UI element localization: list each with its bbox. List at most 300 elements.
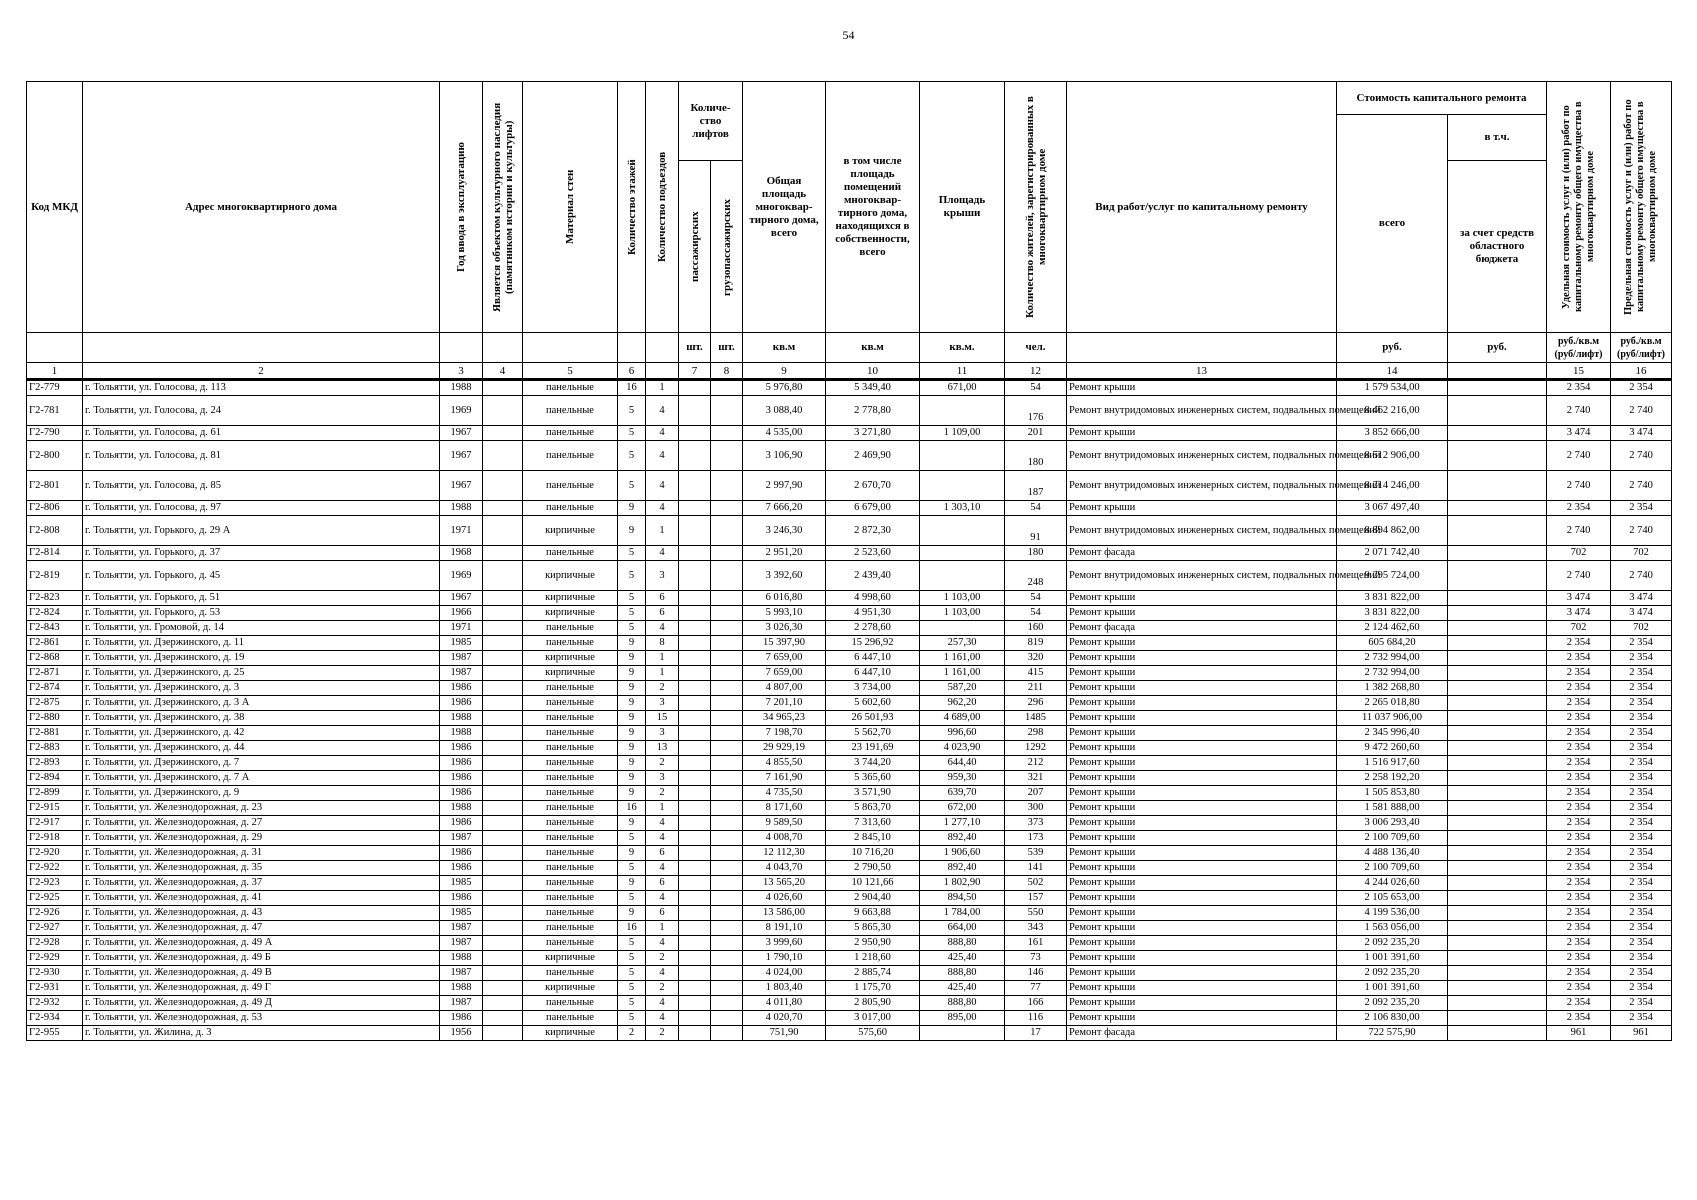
cell-unit-cost: 702 (1547, 546, 1611, 561)
table-row (27, 1011, 1672, 1026)
cell-cost-total: 2 258 192,20 (1337, 771, 1448, 786)
cell-cost-regional (1448, 561, 1547, 591)
cell-year: 1971 (440, 621, 483, 636)
cell-cost-regional (1448, 1026, 1547, 1041)
cell-wall: панельные (523, 741, 618, 756)
cell-work-type: Ремонт крыши (1067, 846, 1337, 861)
cell-roof-area (920, 546, 1005, 561)
cell-cost-regional (1448, 516, 1547, 546)
col-cost-total: всего (1337, 115, 1448, 333)
cell-max-cost: 2 354 (1611, 771, 1672, 786)
cell-heritage (483, 801, 523, 816)
cell-kod: Г2-926 (27, 906, 83, 921)
cell-roof-area (920, 396, 1005, 426)
cell-work-type: Ремонт внутридомовых инженерных систем, подвальных помещений (1067, 441, 1337, 471)
cell-kod: Г2-823 (27, 591, 83, 606)
cell-cost-regional (1448, 426, 1547, 441)
cell-roof-area (920, 516, 1005, 546)
cell-owned-area: 15 296,92 (826, 636, 920, 651)
cell-floors: 9 (618, 816, 646, 831)
cell-year: 1986 (440, 861, 483, 876)
cell-residents: 300 (1005, 801, 1067, 816)
col-lifts-pass: пассажирских (679, 161, 711, 333)
cell-floors: 5 (618, 546, 646, 561)
cell-wall: панельные (523, 471, 618, 501)
cell-wall: панельные (523, 396, 618, 426)
cell-total-area: 7 201,10 (743, 696, 826, 711)
cell-year: 1986 (440, 756, 483, 771)
cell-entrances: 2 (646, 756, 679, 771)
cell-wall: панельные (523, 696, 618, 711)
cell-heritage (483, 951, 523, 966)
cell-wall: панельные (523, 816, 618, 831)
cell-work-type: Ремонт крыши (1067, 966, 1337, 981)
cell-address: г. Тольятти, ул. Железнодорожная, д. 35 (83, 861, 440, 876)
cell-kod: Г2-927 (27, 921, 83, 936)
cell-lifts-cargo (711, 441, 743, 471)
cell-cost-regional (1448, 966, 1547, 981)
cell-residents: 176 (1005, 396, 1067, 426)
col-roof-area: Площадь крыши (920, 82, 1005, 333)
cell-kod: Г2-808 (27, 516, 83, 546)
cell-owned-area: 10 121,66 (826, 876, 920, 891)
cell-max-cost: 2 354 (1611, 951, 1672, 966)
cell-work-type: Ремонт крыши (1067, 380, 1337, 396)
cell-max-cost: 2 354 (1611, 906, 1672, 921)
cell-owned-area: 3 744,20 (826, 756, 920, 771)
cell-work-type: Ремонт крыши (1067, 981, 1337, 996)
cell-max-cost: 2 354 (1611, 831, 1672, 846)
cell-kod: Г2-932 (27, 996, 83, 1011)
cell-entrances: 1 (646, 666, 679, 681)
cell-unit-cost: 2 354 (1547, 951, 1611, 966)
cell-max-cost: 2 354 (1611, 681, 1672, 696)
cell-total-area: 2 997,90 (743, 471, 826, 501)
cell-roof-area: 892,40 (920, 831, 1005, 846)
cell-residents: 166 (1005, 996, 1067, 1011)
cell-wall: панельные (523, 1011, 618, 1026)
table-row (27, 891, 1672, 906)
cell-entrances: 2 (646, 681, 679, 696)
cell-floors: 5 (618, 936, 646, 951)
table-row (27, 996, 1672, 1011)
cell-unit-cost: 2 740 (1547, 471, 1611, 501)
cell-total-area: 15 397,90 (743, 636, 826, 651)
cell-work-type: Ремонт крыши (1067, 651, 1337, 666)
cell-lifts-cargo (711, 561, 743, 591)
cell-heritage (483, 906, 523, 921)
cell-heritage (483, 546, 523, 561)
cell-lifts-pass (679, 816, 711, 831)
col-lifts-group: Количе-ство лифтов (679, 82, 743, 161)
cell-wall: кирпичные (523, 516, 618, 546)
cell-address: г. Тольятти, ул. Горького, д. 51 (83, 591, 440, 606)
page-number: 54 (842, 28, 855, 42)
cell-lifts-pass (679, 966, 711, 981)
cell-owned-area: 2 670,70 (826, 471, 920, 501)
cell-roof-area: 4 023,90 (920, 741, 1005, 756)
cell-year: 1967 (440, 441, 483, 471)
cell-kod: Г2-824 (27, 606, 83, 621)
cell-owned-area: 2 278,60 (826, 621, 920, 636)
cell-address: г. Тольятти, ул. Дзержинского, д. 42 (83, 726, 440, 741)
cell-heritage (483, 711, 523, 726)
cell-wall: панельные (523, 380, 618, 396)
table-row (27, 741, 1672, 756)
cell-cost-regional (1448, 906, 1547, 921)
cell-floors: 9 (618, 516, 646, 546)
cell-heritage (483, 380, 523, 396)
cell-work-type: Ремонт крыши (1067, 741, 1337, 756)
cell-wall: кирпичные (523, 591, 618, 606)
cell-lifts-pass (679, 1011, 711, 1026)
cell-lifts-pass (679, 636, 711, 651)
cell-entrances: 3 (646, 726, 679, 741)
cell-address: г. Тольятти, ул. Железнодорожная, д. 37 (83, 876, 440, 891)
cell-owned-area: 2 469,90 (826, 441, 920, 471)
cell-total-area: 7 659,00 (743, 651, 826, 666)
unit-rub: руб. (1337, 333, 1448, 363)
cell-lifts-pass (679, 951, 711, 966)
cell-unit-cost: 2 740 (1547, 516, 1611, 546)
cell-kod: Г2-881 (27, 726, 83, 741)
cell-roof-area: 4 689,00 (920, 711, 1005, 726)
cell-lifts-cargo (711, 651, 743, 666)
table-row (27, 561, 1672, 591)
cell-lifts-pass (679, 861, 711, 876)
cell-lifts-cargo (711, 666, 743, 681)
cell-lifts-pass (679, 756, 711, 771)
cell-unit-cost: 702 (1547, 621, 1611, 636)
cell-roof-area: 1 103,00 (920, 606, 1005, 621)
cell-cost-total: 2 106 830,00 (1337, 1011, 1448, 1026)
cell-cost-regional (1448, 801, 1547, 816)
cell-unit-cost: 2 354 (1547, 696, 1611, 711)
cell-heritage (483, 891, 523, 906)
cell-roof-area (920, 621, 1005, 636)
col-address: Адрес многоквартирного дома (83, 82, 440, 333)
cell-roof-area: 1 161,00 (920, 666, 1005, 681)
cell-lifts-pass (679, 696, 711, 711)
cell-residents: 54 (1005, 501, 1067, 516)
cell-cost-regional (1448, 741, 1547, 756)
cell-cost-regional (1448, 441, 1547, 471)
cell-lifts-pass (679, 666, 711, 681)
cell-cost-regional (1448, 921, 1547, 936)
cell-year: 1967 (440, 591, 483, 606)
cell-owned-area: 23 191,69 (826, 741, 920, 756)
cell-max-cost: 3 474 (1611, 606, 1672, 621)
cell-heritage (483, 1011, 523, 1026)
cell-residents: 54 (1005, 606, 1067, 621)
cell-floors: 5 (618, 981, 646, 996)
cell-entrances: 4 (646, 471, 679, 501)
cell-lifts-pass (679, 561, 711, 591)
unit-sqm: кв.м (826, 333, 920, 363)
cell-entrances: 4 (646, 396, 679, 426)
cell-owned-area: 5 865,30 (826, 921, 920, 936)
cell-cost-total: 2 732 994,00 (1337, 651, 1448, 666)
cell-work-type: Ремонт крыши (1067, 501, 1337, 516)
cell-residents: 187 (1005, 471, 1067, 501)
cell-owned-area: 575,60 (826, 1026, 920, 1041)
cell-lifts-cargo (711, 426, 743, 441)
cell-year: 1988 (440, 380, 483, 396)
cell-lifts-pass (679, 681, 711, 696)
cell-owned-area: 5 562,70 (826, 726, 920, 741)
cell-unit-cost: 2 354 (1547, 936, 1611, 951)
cell-max-cost: 2 354 (1611, 891, 1672, 906)
cell-unit-cost: 2 354 (1547, 741, 1611, 756)
cell-wall: кирпичные (523, 951, 618, 966)
cell-entrances: 6 (646, 876, 679, 891)
cell-work-type: Ремонт крыши (1067, 426, 1337, 441)
cell-cost-total: 605 684,20 (1337, 636, 1448, 651)
cell-address: г. Тольятти, ул. Железнодорожная, д. 23 (83, 801, 440, 816)
cell-owned-area: 3 017,00 (826, 1011, 920, 1026)
cell-work-type: Ремонт внутридомовых инженерных систем, подвальных помещений (1067, 561, 1337, 591)
cell-floors: 5 (618, 861, 646, 876)
cell-year: 1985 (440, 636, 483, 651)
cell-lifts-pass (679, 996, 711, 1011)
cell-address: г. Тольятти, ул. Дзержинского, д. 19 (83, 651, 440, 666)
cell-year: 1988 (440, 981, 483, 996)
cell-cost-total: 3 852 666,00 (1337, 426, 1448, 441)
cell-cost-total: 2 265 018,80 (1337, 696, 1448, 711)
cell-owned-area: 5 863,70 (826, 801, 920, 816)
cell-heritage (483, 666, 523, 681)
cell-address: г. Тольятти, ул. Громовой, д. 14 (83, 621, 440, 636)
cell-floors: 9 (618, 696, 646, 711)
table-header (27, 82, 1672, 380)
cell-unit-cost: 2 354 (1547, 846, 1611, 861)
cell-address: г. Тольятти, ул. Железнодорожная, д. 27 (83, 816, 440, 831)
cell-unit-cost: 2 354 (1547, 891, 1611, 906)
cell-cost-regional (1448, 606, 1547, 621)
col-residents: Количество жителей, зарегистрированных в многоквартирном доме (1005, 82, 1067, 333)
cell-residents: 343 (1005, 921, 1067, 936)
table-row (27, 816, 1672, 831)
cell-floors: 5 (618, 396, 646, 426)
cell-floors: 9 (618, 741, 646, 756)
cell-floors: 5 (618, 606, 646, 621)
cell-year: 1987 (440, 921, 483, 936)
cell-cost-regional (1448, 501, 1547, 516)
cell-entrances: 4 (646, 831, 679, 846)
cell-wall: кирпичные (523, 606, 618, 621)
cell-year: 1987 (440, 666, 483, 681)
cell-work-type: Ремонт крыши (1067, 666, 1337, 681)
cell-floors: 5 (618, 951, 646, 966)
cell-entrances: 13 (646, 741, 679, 756)
cell-unit-cost: 961 (1547, 1026, 1611, 1041)
cell-unit-cost: 2 740 (1547, 396, 1611, 426)
cell-owned-area: 7 313,60 (826, 816, 920, 831)
cell-heritage (483, 996, 523, 1011)
cell-cost-regional (1448, 981, 1547, 996)
cell-floors: 9 (618, 711, 646, 726)
cell-cost-regional (1448, 546, 1547, 561)
cell-entrances: 4 (646, 501, 679, 516)
cell-lifts-cargo (711, 396, 743, 426)
cell-total-area: 3 026,30 (743, 621, 826, 636)
cell-lifts-pass (679, 546, 711, 561)
cell-wall: панельные (523, 636, 618, 651)
table-row (27, 501, 1672, 516)
cell-heritage (483, 471, 523, 501)
cell-work-type: Ремонт крыши (1067, 936, 1337, 951)
cell-lifts-pass (679, 771, 711, 786)
cell-total-area: 4 008,70 (743, 831, 826, 846)
cell-cost-regional (1448, 681, 1547, 696)
cell-lifts-pass (679, 876, 711, 891)
cell-cost-regional (1448, 666, 1547, 681)
cell-wall: панельные (523, 861, 618, 876)
cell-floors: 5 (618, 471, 646, 501)
cell-max-cost: 3 474 (1611, 426, 1672, 441)
cell-year: 1987 (440, 831, 483, 846)
cell-lifts-pass (679, 621, 711, 636)
cell-roof-area: 587,20 (920, 681, 1005, 696)
cell-unit-cost: 2 354 (1547, 801, 1611, 816)
column-number: 8 (711, 363, 743, 380)
cell-entrances: 1 (646, 516, 679, 546)
cell-lifts-cargo (711, 816, 743, 831)
cell-floors: 9 (618, 786, 646, 801)
cell-total-area: 751,90 (743, 1026, 826, 1041)
cell-cost-total: 2 100 709,60 (1337, 861, 1448, 876)
cell-lifts-cargo (711, 951, 743, 966)
cell-kod: Г2-843 (27, 621, 83, 636)
cell-floors: 16 (618, 801, 646, 816)
cell-total-area: 3 999,60 (743, 936, 826, 951)
cell-lifts-cargo (711, 501, 743, 516)
cell-address: г. Тольятти, ул. Железнодорожная, д. 29 (83, 831, 440, 846)
cell-residents: 180 (1005, 441, 1067, 471)
cell-total-area: 1 790,10 (743, 951, 826, 966)
cell-address: г. Тольятти, ул. Дзержинского, д. 3 А (83, 696, 440, 711)
cell-kod: Г2-922 (27, 861, 83, 876)
cell-residents: 320 (1005, 651, 1067, 666)
col-incl: в т.ч. (1448, 115, 1547, 161)
cell-entrances: 6 (646, 606, 679, 621)
cell-entrances: 6 (646, 591, 679, 606)
column-number: 5 (523, 363, 618, 380)
cell-lifts-cargo (711, 711, 743, 726)
cell-residents: 212 (1005, 756, 1067, 771)
table-row (27, 936, 1672, 951)
cell-kod: Г2-781 (27, 396, 83, 426)
cell-entrances: 2 (646, 951, 679, 966)
cell-heritage (483, 936, 523, 951)
cell-work-type: Ремонт фасада (1067, 546, 1337, 561)
cell-max-cost: 961 (1611, 1026, 1672, 1041)
cell-kod: Г2-800 (27, 441, 83, 471)
cell-lifts-pass (679, 606, 711, 621)
cell-wall: панельные (523, 966, 618, 981)
cell-max-cost: 2 354 (1611, 846, 1672, 861)
cell-floors: 9 (618, 666, 646, 681)
cell-cost-regional (1448, 786, 1547, 801)
table-row (27, 380, 1672, 396)
cell-roof-area: 888,80 (920, 996, 1005, 1011)
cell-heritage (483, 741, 523, 756)
cell-total-area: 3 246,30 (743, 516, 826, 546)
cell-total-area: 8 171,60 (743, 801, 826, 816)
cell-kod: Г2-868 (27, 651, 83, 666)
cell-entrances: 1 (646, 380, 679, 396)
cell-address: г. Тольятти, ул. Железнодорожная, д. 49 Б (83, 951, 440, 966)
cell-wall: панельные (523, 441, 618, 471)
cell-cost-total: 4 488 136,40 (1337, 846, 1448, 861)
cell-work-type: Ремонт крыши (1067, 801, 1337, 816)
cell-unit-cost: 2 354 (1547, 996, 1611, 1011)
cell-cost-regional (1448, 996, 1547, 1011)
cell-floors: 5 (618, 1011, 646, 1026)
cell-cost-total: 9 295 724,00 (1337, 561, 1448, 591)
cell-total-area: 4 024,00 (743, 966, 826, 981)
table-row (27, 546, 1672, 561)
cell-heritage (483, 861, 523, 876)
cell-year: 1986 (440, 771, 483, 786)
cell-residents: 550 (1005, 906, 1067, 921)
cell-wall: кирпичные (523, 651, 618, 666)
cell-year: 1966 (440, 606, 483, 621)
cell-cost-total: 9 472 260,60 (1337, 741, 1448, 756)
cell-work-type: Ремонт крыши (1067, 831, 1337, 846)
cell-total-area: 2 951,20 (743, 546, 826, 561)
cell-roof-area: 959,30 (920, 771, 1005, 786)
cell-address: г. Тольятти, ул. Железнодорожная, д. 49 А (83, 936, 440, 951)
cell-wall: панельные (523, 426, 618, 441)
cell-entrances: 4 (646, 891, 679, 906)
table-row (27, 471, 1672, 501)
cell-roof-area: 664,00 (920, 921, 1005, 936)
cell-unit-cost: 2 354 (1547, 816, 1611, 831)
cell-roof-area: 1 161,00 (920, 651, 1005, 666)
cell-kod: Г2-931 (27, 981, 83, 996)
cell-lifts-pass (679, 441, 711, 471)
table-row (27, 756, 1672, 771)
cell-max-cost: 2 354 (1611, 696, 1672, 711)
col-cost-group: Стоимость капитального ремонта (1337, 82, 1547, 115)
table-row (27, 636, 1672, 651)
cell-total-area: 3 088,40 (743, 396, 826, 426)
cell-floors: 9 (618, 756, 646, 771)
column-number: 1 (27, 363, 83, 380)
cell-owned-area: 9 663,88 (826, 906, 920, 921)
cell-heritage (483, 771, 523, 786)
cell-cost-total: 1 581 888,00 (1337, 801, 1448, 816)
cell-owned-area: 2 845,10 (826, 831, 920, 846)
cell-total-area: 5 976,80 (743, 380, 826, 396)
cell-lifts-pass (679, 741, 711, 756)
cell-roof-area: 888,80 (920, 966, 1005, 981)
cell-kod: Г2-894 (27, 771, 83, 786)
cell-cost-total: 2 100 709,60 (1337, 831, 1448, 846)
cell-entrances: 3 (646, 561, 679, 591)
cell-work-type: Ремонт фасада (1067, 621, 1337, 636)
cell-year: 1986 (440, 891, 483, 906)
cell-work-type: Ремонт крыши (1067, 681, 1337, 696)
cell-lifts-cargo (711, 681, 743, 696)
cell-total-area: 3 106,90 (743, 441, 826, 471)
cell-lifts-cargo (711, 861, 743, 876)
cell-floors: 16 (618, 380, 646, 396)
table-row (27, 426, 1672, 441)
unit-per: руб./кв.м (руб/лифт) (1611, 333, 1672, 363)
cell-heritage (483, 606, 523, 621)
